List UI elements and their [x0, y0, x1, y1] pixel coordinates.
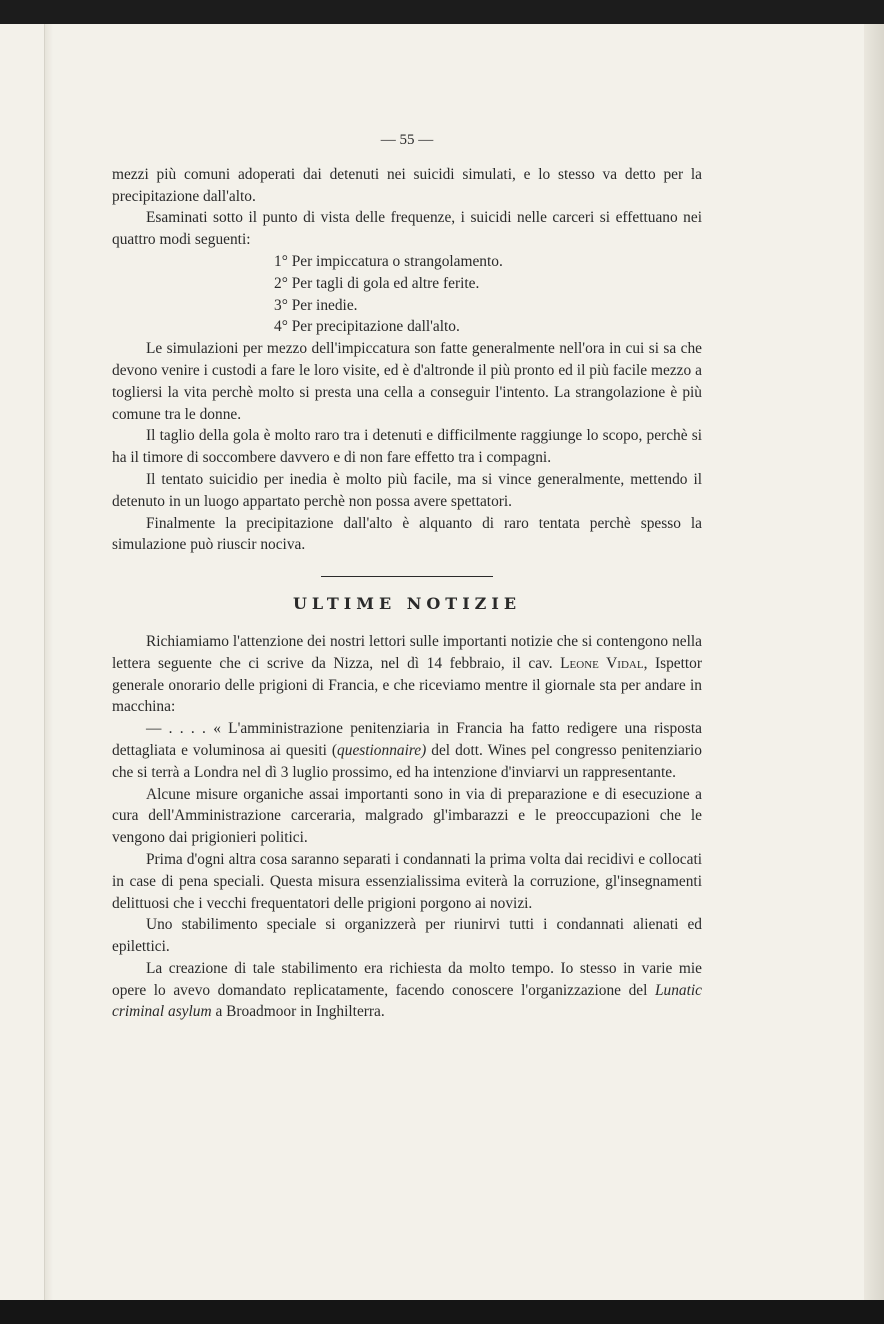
paragraph: Le simulazioni per mezzo dell'impiccatura son fatte generalmente nell'ora in cui si sa che devono venire i custodi a fare le loro visite, ed è d'altronde il più pronto ed il più facile mezzo a togliersi la vita perchè molto si presta una cella a conseguir l'intento. La strangolazione è più comune tra le donne. — [112, 340, 702, 423]
binding-edge — [44, 24, 53, 1300]
paragraph: mezzi più comuni adoperati dai detenuti nei suicidi simulati, e lo stesso va detto per la precipitazione dall'alto. — [112, 165, 702, 205]
page-text — [112, 120, 702, 1023]
page-number: — 55 — — [380, 132, 434, 148]
paragraph: Finalmente la precipitazione dall'alto è alquanto di raro tentata perchè spesso la simulazione può riuscir nociva. — [112, 514, 702, 554]
paragraph: Alcune misure organiche assai importanti sono in via di preparazione e di esecuzione a cura dell'Amministrazione carceraria, malgrado gl'imbarazzi e le preoccupazioni che le vengono dai prigionieri politici. — [112, 785, 702, 847]
section-heading: ULTIME NOTIZIE — [292, 594, 522, 614]
section-divider — [321, 576, 493, 577]
paragraph: Esaminati sotto il punto di vista delle frequenze, i suicidi nelle carceri si effettuano nei quattro modi seguenti: — [112, 209, 702, 249]
text-run: — . . . . « L'amministrazione penitenziaria in Francia ha fatto redigere una risposta dettagliata e voluminosa ai quesiti ( — [112, 720, 702, 759]
paragraph: Il tentato suicidio per inedia è molto più facile, ma si vince generalmente, mettendo il detenuto in un luogo appartato perchè non possa avere spettatori. — [112, 470, 702, 510]
italic-term: questionnaire) — [337, 741, 427, 759]
paragraph: Uno stabilimento speciale si organizzerà per riunirvi tutti i condannati alienati ed epilettici. — [112, 916, 702, 956]
text-run: a Broadmoor in Inghilterra. — [211, 1003, 385, 1021]
text-run: La creazione di tale stabilimento era richiesta da molto tempo. Io stesso in varie mie opere lo avevo domandato replicatamente, facendo conoscere l'organizzazione del — [112, 959, 702, 999]
paragraph: Il taglio della gola è molto raro tra i detenuti e difficilmente raggiunge lo scopo, perchè si ha il timore di soccombere davvero e di non fare effetto tra i compagni. — [112, 427, 702, 467]
italic-term: Lunatic criminal asylum — [112, 981, 702, 1021]
paragraph: Prima d'ogni altra cosa saranno separati i condannati la prima volta dai recidivi e collocati in case di pena speciali. Questa misura essenzialissima eviterà la corruzione, gl'insegnamenti delittuosi che i vecchi frequentatori delle prigioni porgono ai novizi. — [112, 850, 702, 912]
page-edge — [864, 24, 884, 1300]
paragraph — [112, 958, 702, 1023]
list-item: 3° Per inedie. — [274, 296, 358, 314]
text-run: del dott. Wines pel congresso penitenziario che si terrà a Londra nel dì 3 luglio prossimo, ed ha intenzione d'inviarvi un rappresentante. — [112, 741, 702, 781]
text-run: , Ispettor generale onorario delle prigioni di Francia, e che riceviamo mentre il giornale sta per andare in macchina: — [112, 654, 702, 716]
list-item: 4° Per precipitazione dall'alto. — [274, 318, 460, 336]
list-item: 2° Per tagli di gola ed altre ferite. — [274, 274, 480, 292]
text-run: Richiamiamo l'attenzione dei nostri lettori sulle importanti notizie che si contengono nella lettera seguente che ci scrive da Nizza, nel dì 14 febbraio, il cav. — [112, 632, 702, 672]
method-list — [112, 251, 702, 338]
paragraph — [112, 631, 702, 718]
person-name: Leone Vidal — [560, 654, 644, 672]
scan-border — [0, 1300, 884, 1324]
list-item: 1° Per impiccatura o strangolamento. — [274, 252, 503, 270]
paragraph — [112, 718, 702, 783]
